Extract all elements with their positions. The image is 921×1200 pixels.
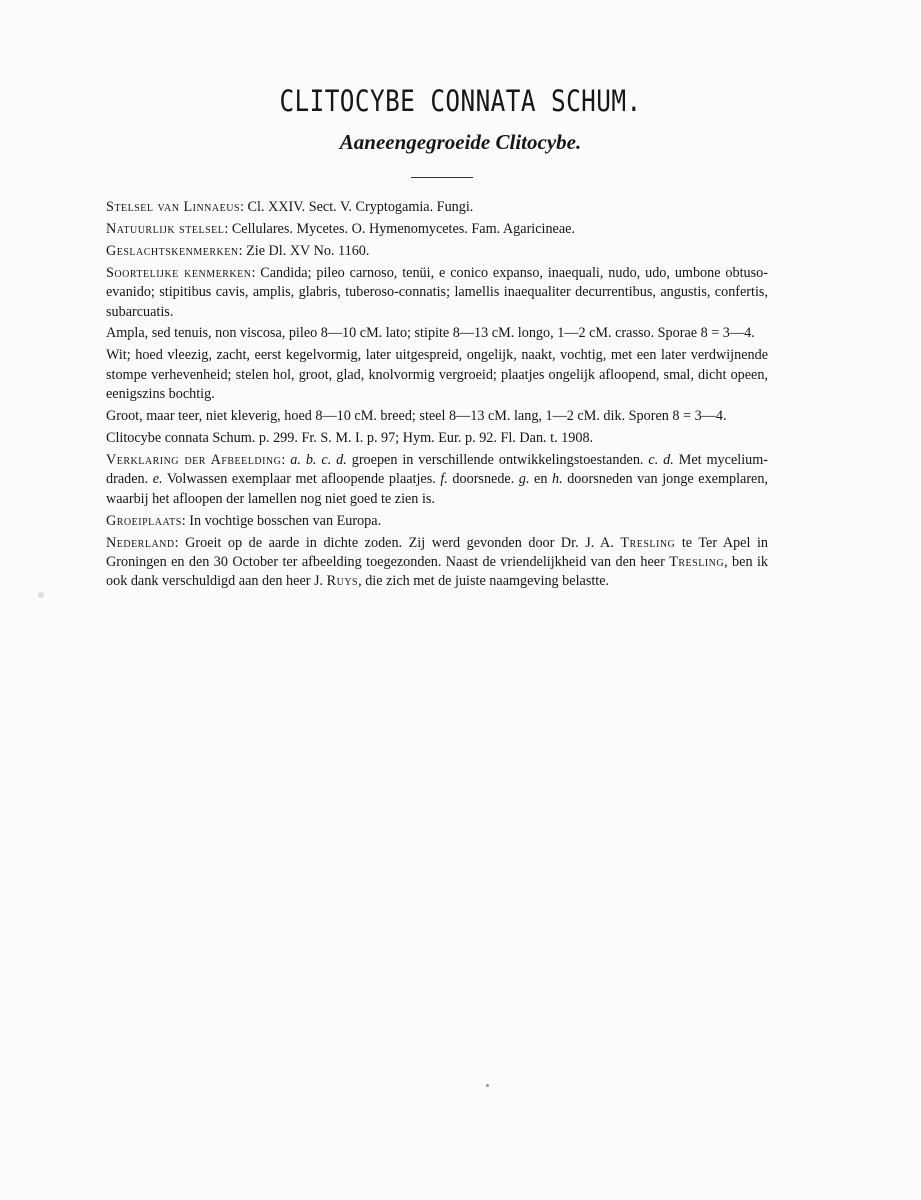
verklaring-figure-ref: c. d. (648, 451, 674, 468)
person-name: Ruys (326, 573, 359, 590)
groeiplaats-label: Groeiplaats (106, 512, 182, 529)
nederland-text: : Groeit op de aarde in dichte zoden. Zij werd gevonden door Dr. J. A. (174, 534, 621, 551)
verklaring-text: doorsnede. (447, 471, 519, 488)
verklaring-figure-ref: a. b. c. d. (290, 451, 347, 468)
verklaring-text: en (529, 471, 552, 488)
verklaring-figure-ref: g. (518, 471, 530, 488)
verklaring-text: : (281, 451, 291, 468)
document-body (106, 198, 768, 594)
title-divider (411, 177, 473, 178)
verklaring-text: Volwassen exemplaar met afloopende plaatjes. (162, 471, 441, 488)
person-name: Tresling (669, 553, 725, 570)
stelsel-linnaeus-label: Stelsel van Linnaeus (106, 199, 241, 215)
verklaring-figure-ref: f. (440, 471, 448, 488)
geslachtskenmerken-label: Geslachtskenmerken (106, 242, 239, 259)
verklaring-figure-ref: e. (152, 471, 163, 488)
paper-speck (38, 592, 44, 598)
stelsel-linnaeus-text: : Cl. XXIV. Sect. V. Cryptogamia. Fungi. (240, 199, 474, 215)
groeiplaats-text: : In vochtige bosschen van Europa. (181, 512, 382, 529)
page-title: CLITOCYBE CONNATA SCHUM. (279, 84, 642, 118)
dutch-description: Wit; hoed vleezig, zacht, eerst kegelvormig, later uitgespreid, ongelijk, naakt, vochtig, met een later verdwijnende stompe verhevenheid; stelen hol, groot, glad, knolvormig vergroeid; plaatjes ongelijk afloopend, smal, dicht opeen, eenigszins bochtig. (106, 347, 768, 403)
soortelijke-kenmerken-paragraph (106, 264, 768, 322)
natuurlijk-stelsel-paragraph (106, 220, 768, 239)
soortelijke-kenmerken-text: : Candida; pileo carnoso, tenüi, e conico expanso, inaequali, nudo, udo, umbone obtuso-evanido; stipitibus cavis, amplis, glabris, tuberoso-connatis; lamellis inaequaliter decurrentibus, angustis, confertis, subarcuatis. (106, 264, 768, 320)
dutch-measurements: Groot, maar teer, niet kleverig, hoed 8—10 cM. breed; steel 8—13 cM. lang, 1—2 cM. dik. Sporen 8 = 3—4. (106, 408, 727, 425)
verklaring-label: Verklaring der Afbeelding (106, 451, 282, 468)
references-paragraph: Clitocybe connata Schum. p. 299. Fr. S. M. I. p. 97; Hym. Eur. p. 92. Fl. Dan. t. 1908. (106, 429, 594, 446)
verklaring-text: groepen in verschillende ontwikkelingstoestanden. (346, 451, 649, 468)
nederland-text: , ben ik ook dank verschuldigd aan den heer J. (106, 553, 768, 590)
stelsel-linnaeus-paragraph (106, 198, 768, 217)
soortelijke-kenmerken-label: Soortelijke kenmerken (106, 264, 252, 281)
geslachtskenmerken-text: : Zie Dl. XV No. 1160. (238, 242, 370, 259)
verklaring-text: Met mycelium-draden. (106, 451, 768, 488)
nederland-label: Nederland (106, 534, 175, 551)
nederland-paragraph (106, 534, 768, 592)
nederland-text: te Ter Apel in Groningen en den 30 October ter afbeelding toegezonden. Naast de vriendelijkheid van den heer (106, 534, 768, 570)
verklaring-paragraph (106, 451, 768, 509)
natuurlijk-stelsel-label: Natuurlijk stelsel (106, 220, 225, 237)
person-name: Tresling (620, 534, 676, 551)
page-subtitle: Aaneengegroeide Clitocybe. (339, 130, 582, 154)
verklaring-figure-ref: h. (552, 471, 563, 488)
natuurlijk-stelsel-text: : Cellulares. Mycetes. O. Hymenomycetes. Fam. Agaricineae. (224, 220, 576, 237)
nederland-text: , die zich met de juiste naamgeving belastte. (358, 573, 610, 590)
geslachtskenmerken-paragraph (106, 242, 768, 261)
latin-description: Ampla, sed tenuis, non viscosa, pileo 8—10 cM. lato; stipite 8—13 cM. longo, 1—2 cM. crasso. Sporae 8 = 3—4. (106, 325, 755, 342)
groeiplaats-paragraph (106, 512, 768, 531)
paper-speck (486, 1084, 489, 1087)
verklaring-text: doorsneden van jonge exemplaren, waarbij het afloopen der lamellen nog niet goed te zien is. (106, 471, 768, 507)
